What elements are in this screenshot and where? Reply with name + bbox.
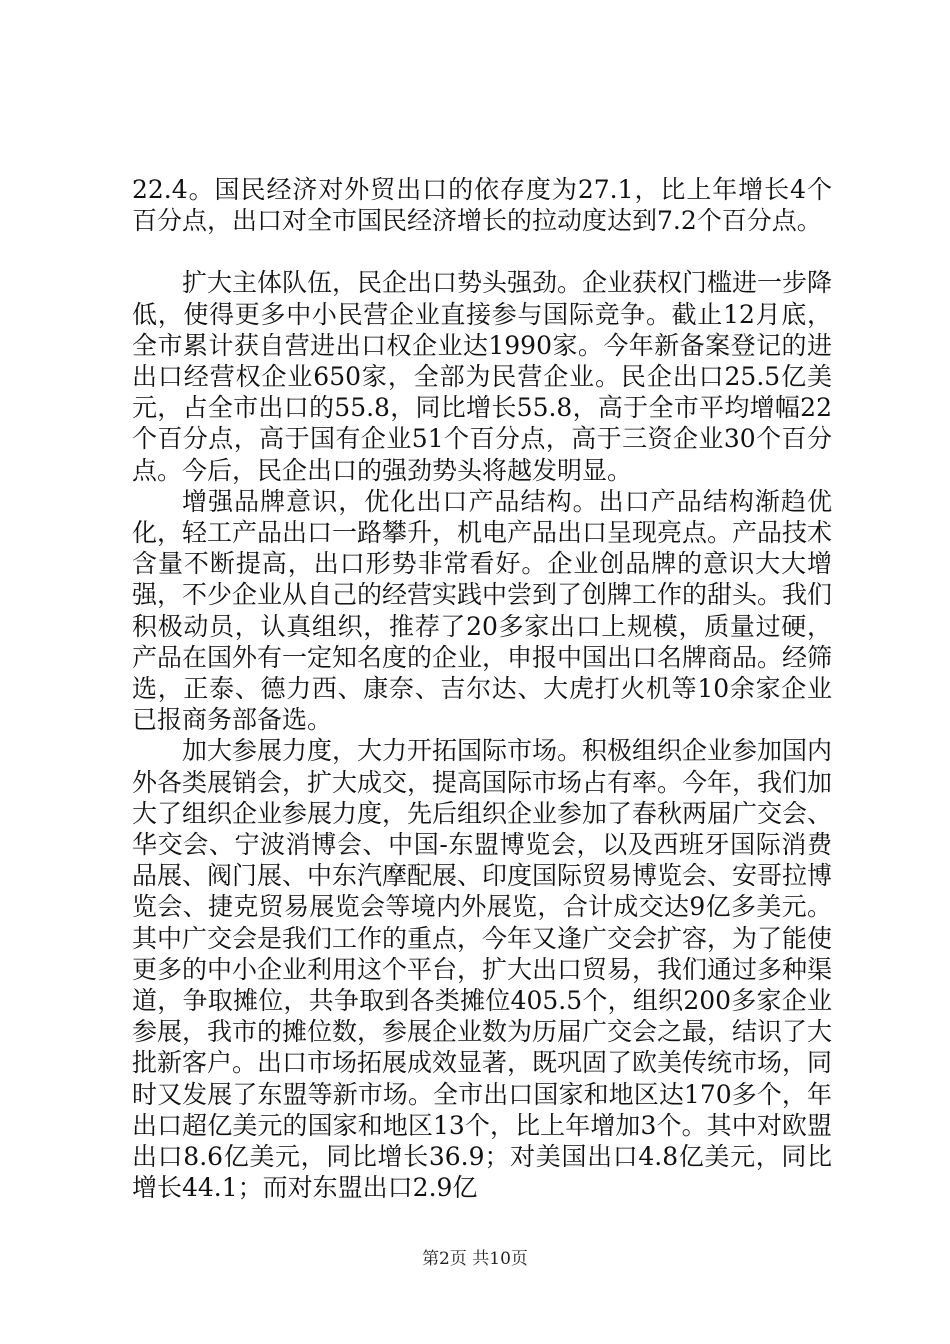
paragraph-international-market: 加大参展力度，大力开拓国际市场。积极组织企业参加国内外各类展销会，扩大成交，提高国际市场占有率。今年，我们加大了组织企业参展力度，先后组织企业参加了春秋两届广交会、华交会、宁波消博会、中国-东盟博览会，以及西班牙国际消费品展、阀门展、中东汽摩配展、印度国际贸易博览会、安哥拉博览会、捷克贸易展览会等境内外展览，合计成交达9亿多美元。其中广交会是我们工作的重点，今年又逢广交会扩容，为了能使更多的中小企业利用这个平台，扩大出口贸易，我们通过多种渠道，争取摊位，共争取到各类摊位405.5个，组织200多家企业参展，我市的摊位数，参展企业数为历届广交会之最，结识了大批新客户。出口市场拓展成效显著，既巩固了欧美传统市场，同时又发展了东盟等新市场。全市出口国家和地区达170多个，年出口超亿美元的国家和地区13个，比上年增加3个。其中对欧盟出口8.6亿美元，同比增长36.9；对美国出口4.8亿美元，同比增长44.1；而对东盟出口2.9亿	[132, 736, 833, 1203]
paragraph-brand-awareness: 增强品牌意识，优化出口产品结构。出口产品结构渐趋优化，轻工产品出口一路攀升，机电产品出口呈现亮点。产品技术含量不断提高，出口形势非常看好。企业创品牌的意识大大增强，不少企业从自己的经营实践中尝到了创牌工作的甜头。我们积极动员，认真组织，推荐了20多家出口上规模，质量过硬，产品在国外有一定知名度的企业，申报中国出口名牌商品。经筛选，正泰、德力西、康奈、吉尔达、大虎打火机等10余家企业已报商务部备选。	[132, 486, 833, 735]
document-body	[132, 174, 832, 1204]
paragraph-continued: 22.4。国民经济对外贸出口的依存度为27.1，比上年增长4个百分点，出口对全市国民经济增长的拉动度达到7.2个百分点。	[132, 175, 832, 236]
paragraph-private-enterprise-exports: 扩大主体队伍，民企出口势头强劲。企业获权门槛进一步降低，使得更多中小民营企业直接参与国际竞争。截止12月底，全市累计获自营进出口权企业达1990家。今年新备案登记的进出口经营权企业650家，全部为民营企业。民企出口25.5亿美元，占全市出口的55.8，同比增长55.8，高于全市平均增幅22个百分点，高于国有企业51个百分点，高于三资企业30个百分点。今后，民企出口的强劲势头将越发明显。	[132, 268, 833, 485]
page-footer: 第2页 共10页	[422, 1249, 528, 1269]
